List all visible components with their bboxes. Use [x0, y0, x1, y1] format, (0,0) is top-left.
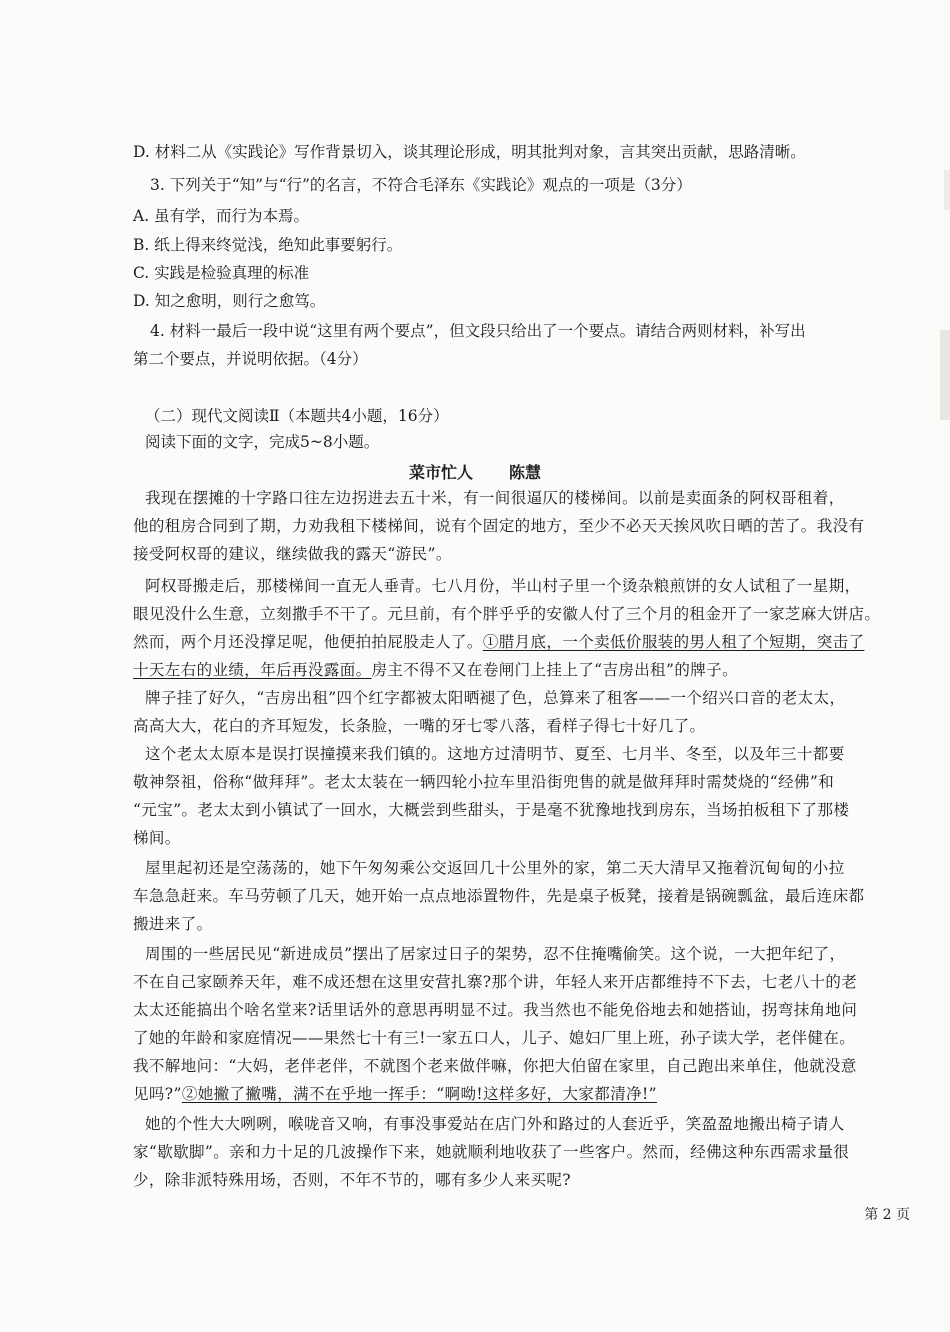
- passage-line: 搬进来了。: [133, 915, 213, 933]
- author-text: 陈慧: [509, 463, 542, 482]
- underlined-sentence-1-cont: 十天左右的业绩，年后再没露面。: [133, 661, 372, 679]
- underlined-sentence-1: ①腊月底，一个卖低价服装的男人租了个短期，突击了: [482, 633, 865, 651]
- option-b: B. 纸上得来终觉浅，绝知此事要躬行。: [133, 236, 403, 254]
- passage-line: 我不解地问：“大妈，老伴老伴，不就图个老来做伴嘛，你把大伯留在家里，自己跑出来单住，他就没意: [133, 1057, 857, 1075]
- passage-line: 我现在摆摊的十字路口往左边拐进去五十米，有一间很逼仄的楼梯间。以前是卖面条的阿权哥租着，: [145, 489, 845, 507]
- option-d-line: D. 材料二从《实践论》写作背景切入，谈其理论形成，明其批判对象，言其突出贡献，思路清晰。: [133, 143, 806, 161]
- passage-line: 这个老太太原本是误打误撞摸来我们镇的。这地方过清明节、夏至、七月半、冬至，以及年三十都要: [145, 745, 845, 763]
- passage-line: 接受阿权哥的建议，继续做我的露天“游民”。: [133, 545, 452, 563]
- passage-line: 不在自己家颐养天年，难不成还想在这里安营扎寨?那个讲，年轻人来开店都维持不下去，七老八十的老: [133, 973, 858, 991]
- passage-line: 他的租房合同到了期，力劝我租下楼梯间，说有个固定的地方，至少不必天天挨风吹日晒的苦了。我没有: [133, 517, 865, 535]
- underlined-sentence-2: ②她撇了撇嘴，满不在乎地一挥手：“啊呦!这样多好，大家都清净!”: [181, 1085, 657, 1103]
- passage-line: 少，除非派特殊用场，否则，不年不节的，哪有多少人来买呢?: [133, 1171, 572, 1189]
- option-c: C. 实践是检验真理的标准: [133, 264, 310, 282]
- passage-line: 眼见没什么生意，立刻撒手不干了。元旦前，有个胖乎乎的安徽人付了三个月的租金开了一家芝麻大饼店。: [133, 605, 881, 623]
- scan-edge-mark: [940, 330, 950, 420]
- question-4: 4. 材料一最后一段中说“这里有两个要点”，但文段只给出了一个要点。请结合两则材料，补写出: [150, 322, 806, 340]
- passage-line: 牌子挂了好久，“吉房出租”四个红字都被太阳晒褪了色，总算来了租客——一个绍兴口音的老太太，: [145, 689, 846, 707]
- page-number: 第 2 页: [864, 1207, 910, 1223]
- passage-line: 周围的一些居民见“新进成员”摆出了居家过日子的架势，忍不住掩嘴偷笑。这个说，一大把年纪了，: [145, 945, 846, 963]
- scan-edge-mark: [944, 170, 950, 210]
- passage-line: 车急急赶来。车马劳顿了几天，她开始一点点地添置物件，先是桌子板凳，接着是锅碗瓢盆，最后连床都: [133, 887, 865, 905]
- section-instruction: 阅读下面的文字，完成5~8小题。: [145, 433, 380, 451]
- passage-line: [133, 659, 738, 681]
- section-heading: （二）现代文阅读Ⅱ（本题共4小题，16分）: [145, 407, 449, 425]
- passage-line: “元宝”。老太太到小镇试了一回水，大概尝到些甜头，于是毫不犹豫地找到房东，当场拍板租下了那楼: [133, 801, 850, 819]
- passage-line: 太太还能搞出个啥名堂来?话里话外的意思再明显不过。我当然也不能免俗地去和她搭讪，拐弯抹角地问: [133, 1001, 858, 1019]
- passage-line: 家“歇歇脚”。亲和力十足的几波操作下来，她就顺利地收获了一些客户。然而，经佛这种东西需求量很: [133, 1143, 850, 1161]
- passage-line: 了她的年龄和家庭情况——果然七十有三!一家五口人，儿子、媳妇厂里上班，孙子读大学，老伴健在。: [133, 1029, 856, 1047]
- question-3: 3. 下列关于“知”与“行”的名言，不符合毛泽东《实践论》观点的一项是（3分）: [150, 176, 692, 194]
- passage-line: 阿权哥搬走后，那楼梯间一直无人垂青。七八月份，半山村子里一个烫杂粮煎饼的女人试租了一星期，: [145, 577, 861, 595]
- option-a: A. 虽有学，而行为本焉。: [133, 207, 310, 225]
- passage-line: [133, 631, 864, 653]
- question-4-cont: 第二个要点，并说明依据。（4分）: [133, 350, 368, 368]
- passage-title: [0, 460, 950, 483]
- passage-line: 高高大大，花白的齐耳短发，长条脸，一嘴的牙七零八落，看样子得七十好几了。: [133, 717, 706, 735]
- passage-line: 敬神祭祖，俗称“做拜拜”。老太太装在一辆四轮小拉车里沿街兜售的就是做拜拜时需焚烧的“经佛”和: [133, 773, 835, 791]
- passage-text: 见吗?”: [133, 1085, 182, 1103]
- passage-line: 屋里起初还是空荡荡的，她下午匆匆乘公交返回几十公里外的家，第二天大清早又拖着沉甸甸的小拉: [145, 859, 845, 877]
- title-text: 菜市忙人: [408, 463, 473, 482]
- passage-line: [133, 1083, 657, 1105]
- passage-text: 房主不得不又在卷闸门上挂上了“吉房出租”的牌子。: [371, 661, 738, 679]
- passage-line: 她的个性大大咧咧，喉咙音又响，有事没事爱站在店门外和路过的人套近乎，笑盈盈地搬出椅子请人: [145, 1115, 845, 1133]
- passage-line: 梯间。: [133, 829, 181, 847]
- option-d: D. 知之愈明，则行之愈笃。: [133, 292, 326, 310]
- passage-text: 然而，两个月还没撑足呢，他便拍拍屁股走人了。: [133, 633, 483, 651]
